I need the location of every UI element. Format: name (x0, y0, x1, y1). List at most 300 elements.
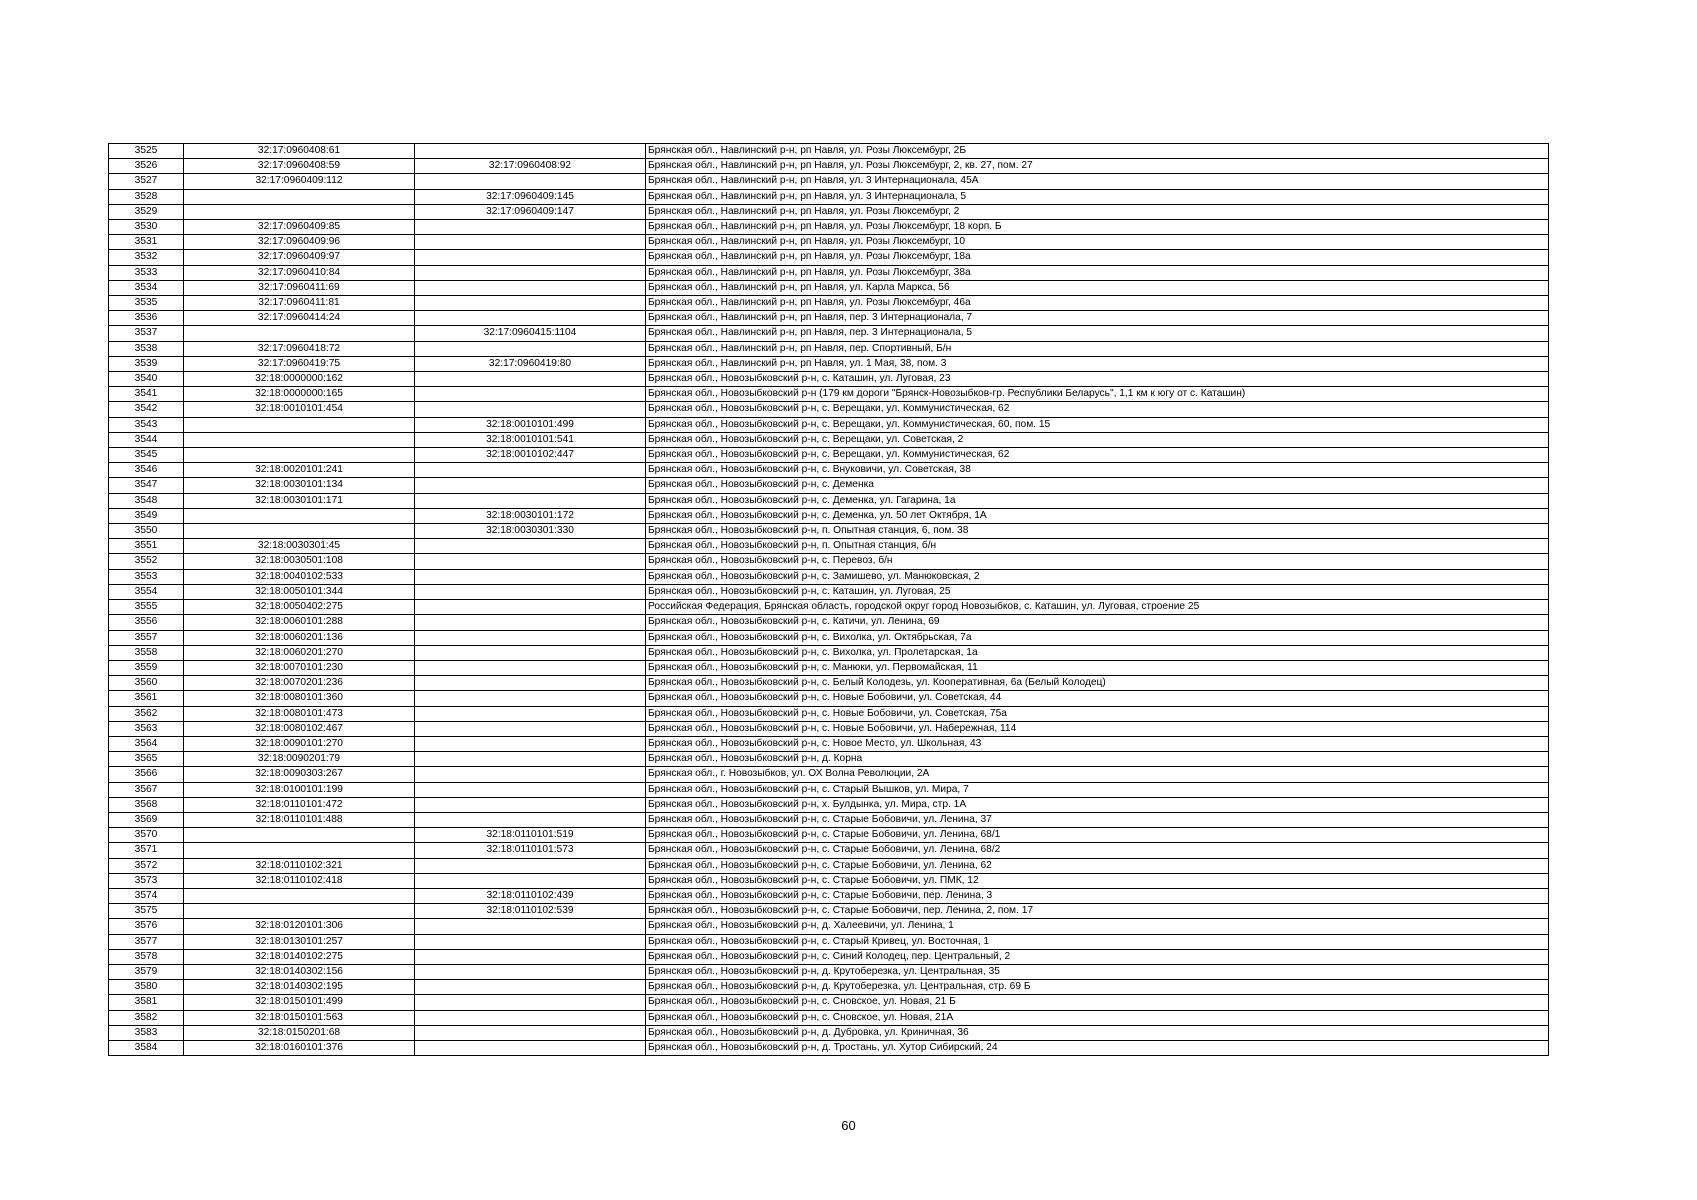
table-row (109, 326, 1549, 341)
cadastral-number-cell: 32:17:0960418:72 (184, 341, 415, 356)
cadastral-number-cell: 32:18:0150201:68 (184, 1025, 415, 1040)
address-cell: Брянская обл., Новозыбковский р-н, д. Тростань, ул. Хутор Сибирский, 24 (646, 1040, 1549, 1055)
table-row (109, 812, 1549, 827)
room-cadastral-number-cell (415, 949, 646, 964)
table-row (109, 782, 1549, 797)
table-row (109, 736, 1549, 751)
table-row (109, 767, 1549, 782)
registry-table-body (109, 144, 1549, 1056)
address-cell: Брянская обл., Навлинский р-н, рп Навля, ул. Розы Люксембург, 10 (646, 235, 1549, 250)
address-cell: Брянская обл., Новозыбковский р-н, с. Верещаки, ул. Советская, 2 (646, 432, 1549, 447)
cadastral-number-cell (184, 204, 415, 219)
room-cadastral-number-cell (415, 220, 646, 235)
room-cadastral-number-cell (415, 995, 646, 1010)
address-cell: Брянская обл., Новозыбковский р-н, с. Внуковичи, ул. Советская, 38 (646, 463, 1549, 478)
address-cell: Брянская обл., Навлинский р-н, рп Навля, ул. 1 Мая, 38, пом. 3 (646, 356, 1549, 371)
table-row (109, 250, 1549, 265)
row-number-cell: 3528 (109, 189, 184, 204)
table-row (109, 691, 1549, 706)
address-cell: Брянская обл., Новозыбковский р-н, с. Деменка, ул. 50 лет Октября, 1А (646, 508, 1549, 523)
row-number-cell: 3534 (109, 280, 184, 295)
cadastral-number-cell: 32:18:0040102:533 (184, 569, 415, 584)
cadastral-number-cell: 32:18:0140302:156 (184, 964, 415, 979)
cadastral-number-cell (184, 904, 415, 919)
table-row (109, 204, 1549, 219)
cadastral-number-cell: 32:18:0030301:45 (184, 539, 415, 554)
address-cell: Брянская обл., Новозыбковский р-н, п. Опытная станция, 6, пом. 38 (646, 524, 1549, 539)
table-row (109, 508, 1549, 523)
room-cadastral-number-cell (415, 676, 646, 691)
row-number-cell: 3544 (109, 432, 184, 447)
cadastral-number-cell: 32:18:0150101:563 (184, 1010, 415, 1025)
address-cell: Брянская обл., Новозыбковский р-н, с. Старый Кривец, ул. Восточная, 1 (646, 934, 1549, 949)
room-cadastral-number-cell: 32:17:0960419:80 (415, 356, 646, 371)
room-cadastral-number-cell (415, 372, 646, 387)
row-number-cell: 3532 (109, 250, 184, 265)
address-cell: Брянская обл., Навлинский р-н, рп Навля, пер. 3 Интернационала, 7 (646, 311, 1549, 326)
address-cell: Брянская обл., Новозыбковский р-н, с. Новые Бобовичи, ул. Советская, 75а (646, 706, 1549, 721)
room-cadastral-number-cell (415, 311, 646, 326)
cadastral-number-cell: 32:18:0140302:195 (184, 980, 415, 995)
table-row (109, 265, 1549, 280)
cadastral-number-cell: 32:17:0960411:69 (184, 280, 415, 295)
row-number-cell: 3568 (109, 797, 184, 812)
address-cell: Брянская обл., г. Новозыбков, ул. ОХ Волна Революции, 2А (646, 767, 1549, 782)
room-cadastral-number-cell (415, 767, 646, 782)
row-number-cell: 3549 (109, 508, 184, 523)
cadastral-number-cell (184, 189, 415, 204)
address-cell: Брянская обл., Новозыбковский р-н, с. Деменка, ул. Гагарина, 1а (646, 493, 1549, 508)
address-cell: Брянская обл., Новозыбковский р-н, с. Старые Бобовичи, пер. Ленина, 2, пом. 17 (646, 904, 1549, 919)
room-cadastral-number-cell (415, 493, 646, 508)
room-cadastral-number-cell (415, 782, 646, 797)
address-cell: Брянская обл., Новозыбковский р-н, с. Старый Вышков, ул. Мира, 7 (646, 782, 1549, 797)
row-number-cell: 3536 (109, 311, 184, 326)
room-cadastral-number-cell: 32:17:0960408:92 (415, 159, 646, 174)
cadastral-number-cell: 32:18:0110101:488 (184, 812, 415, 827)
address-cell: Брянская обл., Новозыбковский р-н, с. Каташин, ул. Луговая, 23 (646, 372, 1549, 387)
cadastral-number-cell: 32:17:0960409:85 (184, 220, 415, 235)
table-row (109, 478, 1549, 493)
room-cadastral-number-cell: 32:18:0110102:539 (415, 904, 646, 919)
address-cell: Брянская обл., Навлинский р-н, рп Навля, пер. 3 Интернационала, 5 (646, 326, 1549, 341)
row-number-cell: 3581 (109, 995, 184, 1010)
room-cadastral-number-cell: 32:18:0110101:519 (415, 828, 646, 843)
room-cadastral-number-cell: 32:18:0110101:573 (415, 843, 646, 858)
address-cell: Брянская обл., Новозыбковский р-н, с. Деменка (646, 478, 1549, 493)
row-number-cell: 3527 (109, 174, 184, 189)
table-row (109, 189, 1549, 204)
table-row (109, 539, 1549, 554)
address-cell: Брянская обл., Навлинский р-н, рп Навля, ул. 3 Интернационала, 45А (646, 174, 1549, 189)
cadastral-number-cell: 32:18:0060101:288 (184, 615, 415, 630)
table-row (109, 493, 1549, 508)
room-cadastral-number-cell (415, 812, 646, 827)
address-cell: Брянская обл., Новозыбковский р-н (179 км дороги "Брянск-Новозыбков-гр. Республики Беларусь", 1,1 км к югу от с. Каташин) (646, 387, 1549, 402)
room-cadastral-number-cell (415, 1025, 646, 1040)
room-cadastral-number-cell (415, 584, 646, 599)
cadastral-number-cell (184, 524, 415, 539)
room-cadastral-number-cell (415, 630, 646, 645)
address-cell: Брянская обл., Новозыбковский р-н, с. Старые Бобовичи, ул. Ленина, 68/2 (646, 843, 1549, 858)
cadastral-number-cell: 32:18:0000000:162 (184, 372, 415, 387)
row-number-cell: 3526 (109, 159, 184, 174)
address-cell: Брянская обл., Навлинский р-н, рп Навля, ул. Карла Маркса, 56 (646, 280, 1549, 295)
cadastral-number-cell: 32:18:0070101:230 (184, 660, 415, 675)
room-cadastral-number-cell (415, 235, 646, 250)
table-row (109, 144, 1549, 159)
table-row (109, 615, 1549, 630)
table-row (109, 280, 1549, 295)
table-row (109, 919, 1549, 934)
cadastral-number-cell (184, 326, 415, 341)
address-cell: Брянская обл., Новозыбковский р-н, с. Верещаки, ул. Коммунистическая, 60, пом. 15 (646, 417, 1549, 432)
address-cell: Брянская обл., Новозыбковский р-н, с. Перевоз, б/н (646, 554, 1549, 569)
address-cell: Брянская обл., Новозыбковский р-н, с. Вихолка, ул. Октябрьская, 7а (646, 630, 1549, 645)
address-cell: Брянская обл., Новозыбковский р-н, с. Сновское, ул. Новая, 21 Б (646, 995, 1549, 1010)
row-number-cell: 3579 (109, 964, 184, 979)
address-cell: Брянская обл., Новозыбковский р-н, с. Сновское, ул. Новая, 21А (646, 1010, 1549, 1025)
room-cadastral-number-cell: 32:18:0110102:439 (415, 888, 646, 903)
room-cadastral-number-cell (415, 387, 646, 402)
cadastral-number-cell: 32:18:0090201:79 (184, 752, 415, 767)
cadastral-number-cell: 32:17:0960408:61 (184, 144, 415, 159)
address-cell: Брянская обл., Новозыбковский р-н, с. Синий Колодец, пер. Центральный, 2 (646, 949, 1549, 964)
room-cadastral-number-cell: 32:18:0010102:447 (415, 448, 646, 463)
row-number-cell: 3580 (109, 980, 184, 995)
row-number-cell: 3572 (109, 858, 184, 873)
table-row (109, 174, 1549, 189)
table-row (109, 524, 1549, 539)
room-cadastral-number-cell: 32:18:0030301:330 (415, 524, 646, 539)
address-cell: Брянская обл., Новозыбковский р-н, с. Каташин, ул. Луговая, 25 (646, 584, 1549, 599)
room-cadastral-number-cell: 32:17:0960409:145 (415, 189, 646, 204)
address-cell: Брянская обл., Навлинский р-н, рп Навля, ул. 3 Интернационала, 5 (646, 189, 1549, 204)
table-row (109, 417, 1549, 432)
cadastral-number-cell: 32:18:0030101:171 (184, 493, 415, 508)
cadastral-number-cell: 32:17:0960409:112 (184, 174, 415, 189)
row-number-cell: 3535 (109, 296, 184, 311)
cadastral-number-cell: 32:18:0120101:306 (184, 919, 415, 934)
table-row (109, 858, 1549, 873)
row-number-cell: 3582 (109, 1010, 184, 1025)
row-number-cell: 3584 (109, 1040, 184, 1055)
table-row (109, 980, 1549, 995)
room-cadastral-number-cell (415, 402, 646, 417)
table-row (109, 645, 1549, 660)
room-cadastral-number-cell (415, 1040, 646, 1055)
table-row (109, 752, 1549, 767)
address-cell: Брянская обл., Новозыбковский р-н, с. Вихолка, ул. Пролетарская, 1а (646, 645, 1549, 660)
cadastral-number-cell: 32:18:0110101:472 (184, 797, 415, 812)
address-cell: Брянская обл., Навлинский р-н, рп Навля, ул. Розы Люксембург, 18а (646, 250, 1549, 265)
room-cadastral-number-cell (415, 478, 646, 493)
row-number-cell: 3571 (109, 843, 184, 858)
row-number-cell: 3565 (109, 752, 184, 767)
room-cadastral-number-cell (415, 250, 646, 265)
room-cadastral-number-cell (415, 858, 646, 873)
table-row (109, 372, 1549, 387)
room-cadastral-number-cell (415, 919, 646, 934)
address-cell: Брянская обл., Навлинский р-н, рп Навля, пер. Спортивный, Б/н (646, 341, 1549, 356)
address-cell: Российская Федерация, Брянская область, городской округ город Новозыбков, с. Каташин, ул. Луговая, строение 25 (646, 600, 1549, 615)
cadastral-number-cell: 32:18:0080101:473 (184, 706, 415, 721)
room-cadastral-number-cell (415, 691, 646, 706)
cadastral-number-cell: 32:18:0160101:376 (184, 1040, 415, 1055)
cadastral-number-cell: 32:17:0960409:96 (184, 235, 415, 250)
cadastral-number-cell: 32:18:0090101:270 (184, 736, 415, 751)
table-row (109, 235, 1549, 250)
cadastral-number-cell: 32:18:0060201:270 (184, 645, 415, 660)
cadastral-number-cell: 32:18:0110102:418 (184, 873, 415, 888)
address-cell: Брянская обл., Новозыбковский р-н, с. Замишево, ул. Манюковская, 2 (646, 569, 1549, 584)
row-number-cell: 3543 (109, 417, 184, 432)
room-cadastral-number-cell (415, 721, 646, 736)
row-number-cell: 3529 (109, 204, 184, 219)
cadastral-number-cell: 32:18:0070201:236 (184, 676, 415, 691)
room-cadastral-number-cell: 32:17:0960415:1104 (415, 326, 646, 341)
room-cadastral-number-cell (415, 1010, 646, 1025)
table-row (109, 888, 1549, 903)
cadastral-number-cell: 32:18:0050402:275 (184, 600, 415, 615)
room-cadastral-number-cell: 32:17:0960409:147 (415, 204, 646, 219)
room-cadastral-number-cell (415, 797, 646, 812)
cadastral-number-cell: 32:18:0020101:241 (184, 463, 415, 478)
address-cell: Брянская обл., Навлинский р-н, рп Навля, ул. Розы Люксембург, 2 (646, 204, 1549, 219)
table-row (109, 554, 1549, 569)
table-row (109, 721, 1549, 736)
table-row (109, 949, 1549, 964)
address-cell: Брянская обл., Новозыбковский р-н, с. Старые Бобовичи, ул. Ленина, 62 (646, 858, 1549, 873)
row-number-cell: 3557 (109, 630, 184, 645)
row-number-cell: 3542 (109, 402, 184, 417)
room-cadastral-number-cell: 32:18:0010101:499 (415, 417, 646, 432)
room-cadastral-number-cell (415, 736, 646, 751)
row-number-cell: 3563 (109, 721, 184, 736)
address-cell: Брянская обл., Навлинский р-н, рп Навля, ул. Розы Люксембург, 38а (646, 265, 1549, 280)
row-number-cell: 3554 (109, 584, 184, 599)
row-number-cell: 3545 (109, 448, 184, 463)
table-row (109, 1040, 1549, 1055)
table-row (109, 630, 1549, 645)
row-number-cell: 3577 (109, 934, 184, 949)
address-cell: Брянская обл., Новозыбковский р-н, д. Корна (646, 752, 1549, 767)
room-cadastral-number-cell: 32:18:0010101:541 (415, 432, 646, 447)
table-row (109, 904, 1549, 919)
table-row (109, 356, 1549, 371)
row-number-cell: 3564 (109, 736, 184, 751)
address-cell: Брянская обл., Новозыбковский р-н, с. Верещаки, ул. Коммунистическая, 62 (646, 402, 1549, 417)
room-cadastral-number-cell (415, 554, 646, 569)
table-row (109, 600, 1549, 615)
row-number-cell: 3567 (109, 782, 184, 797)
address-cell: Брянская обл., Новозыбковский р-н, д. Халеевичи, ул. Ленина, 1 (646, 919, 1549, 934)
room-cadastral-number-cell (415, 980, 646, 995)
address-cell: Брянская обл., Новозыбковский р-н, п. Опытная станция, б/н (646, 539, 1549, 554)
cadastral-number-cell: 32:18:0100101:199 (184, 782, 415, 797)
row-number-cell: 3556 (109, 615, 184, 630)
row-number-cell: 3547 (109, 478, 184, 493)
cadastral-number-cell: 32:17:0960411:81 (184, 296, 415, 311)
room-cadastral-number-cell (415, 615, 646, 630)
address-cell: Брянская обл., Навлинский р-н, рп Навля, ул. Розы Люксембург, 46а (646, 296, 1549, 311)
row-number-cell: 3541 (109, 387, 184, 402)
address-cell: Брянская обл., Навлинский р-н, рп Навля, ул. Розы Люксембург, 18 корп. Б (646, 220, 1549, 235)
table-row (109, 402, 1549, 417)
room-cadastral-number-cell (415, 600, 646, 615)
address-cell: Брянская обл., Новозыбковский р-н, д. Дубровка, ул. Криничная, 36 (646, 1025, 1549, 1040)
address-cell: Брянская обл., Новозыбковский р-н, д. Крутоберезка, ул. Центральная, 35 (646, 964, 1549, 979)
address-cell: Брянская обл., Новозыбковский р-н, с. Белый Колодезь, ул. Кооперативная, 6а (Белый Колодец) (646, 676, 1549, 691)
table-row (109, 311, 1549, 326)
row-number-cell: 3533 (109, 265, 184, 280)
cadastral-number-cell: 32:18:0050101:344 (184, 584, 415, 599)
cadastral-number-cell: 32:18:0030501:108 (184, 554, 415, 569)
table-row (109, 676, 1549, 691)
row-number-cell: 3583 (109, 1025, 184, 1040)
cadastral-number-cell: 32:18:0110102:321 (184, 858, 415, 873)
row-number-cell: 3561 (109, 691, 184, 706)
room-cadastral-number-cell (415, 341, 646, 356)
table-row (109, 873, 1549, 888)
table-row (109, 341, 1549, 356)
cadastral-number-cell: 32:18:0140102:275 (184, 949, 415, 964)
row-number-cell: 3569 (109, 812, 184, 827)
room-cadastral-number-cell (415, 463, 646, 478)
row-number-cell: 3578 (109, 949, 184, 964)
cadastral-number-cell: 32:18:0090303:267 (184, 767, 415, 782)
room-cadastral-number-cell (415, 873, 646, 888)
cadastral-number-cell: 32:17:0960408:59 (184, 159, 415, 174)
row-number-cell: 3562 (109, 706, 184, 721)
page-number: 60 (841, 1118, 856, 1133)
cadastral-number-cell: 32:18:0010101:454 (184, 402, 415, 417)
row-number-cell: 3551 (109, 539, 184, 554)
row-number-cell: 3574 (109, 888, 184, 903)
table-row (109, 706, 1549, 721)
table-row (109, 660, 1549, 675)
address-cell: Брянская обл., Новозыбковский р-н, д. Крутоберезка, ул. Центральная, стр. 69 Б (646, 980, 1549, 995)
address-cell: Брянская обл., Новозыбковский р-н, с. Старые Бобовичи, ул. Ленина, 37 (646, 812, 1549, 827)
room-cadastral-number-cell: 32:18:0030101:172 (415, 508, 646, 523)
cadastral-number-cell (184, 432, 415, 447)
room-cadastral-number-cell (415, 706, 646, 721)
cadastral-number-cell: 32:18:0060201:136 (184, 630, 415, 645)
row-number-cell: 3548 (109, 493, 184, 508)
room-cadastral-number-cell (415, 296, 646, 311)
row-number-cell: 3525 (109, 144, 184, 159)
row-number-cell: 3558 (109, 645, 184, 660)
table-row (109, 448, 1549, 463)
table-row (109, 463, 1549, 478)
table-row (109, 296, 1549, 311)
cadastral-number-cell: 32:17:0960409:97 (184, 250, 415, 265)
row-number-cell: 3575 (109, 904, 184, 919)
row-number-cell: 3573 (109, 873, 184, 888)
address-cell: Брянская обл., Новозыбковский р-н, с. Старые Бобовичи, ул. ПМК, 12 (646, 873, 1549, 888)
address-cell: Брянская обл., Новозыбковский р-н, с. Новые Бобовичи, ул. Набережная, 114 (646, 721, 1549, 736)
address-cell: Брянская обл., Новозыбковский р-н, х. Булдынка, ул. Мира, стр. 1А (646, 797, 1549, 812)
table-row (109, 432, 1549, 447)
cadastral-number-cell (184, 843, 415, 858)
address-cell: Брянская обл., Новозыбковский р-н, с. Катичи, ул. Ленина, 69 (646, 615, 1549, 630)
cadastral-number-cell: 32:17:0960410:84 (184, 265, 415, 280)
room-cadastral-number-cell (415, 569, 646, 584)
table-row (109, 964, 1549, 979)
cadastral-number-cell: 32:18:0000000:165 (184, 387, 415, 402)
room-cadastral-number-cell (415, 645, 646, 660)
row-number-cell: 3537 (109, 326, 184, 341)
row-number-cell: 3530 (109, 220, 184, 235)
room-cadastral-number-cell (415, 280, 646, 295)
room-cadastral-number-cell (415, 660, 646, 675)
room-cadastral-number-cell (415, 174, 646, 189)
room-cadastral-number-cell (415, 934, 646, 949)
cadastral-number-cell (184, 828, 415, 843)
address-cell: Брянская обл., Новозыбковский р-н, с. Манюки, ул. Первомайская, 11 (646, 660, 1549, 675)
cadastral-number-cell: 32:18:0080102:467 (184, 721, 415, 736)
row-number-cell: 3546 (109, 463, 184, 478)
row-number-cell: 3550 (109, 524, 184, 539)
cadastral-number-cell: 32:18:0080101:360 (184, 691, 415, 706)
row-number-cell: 3566 (109, 767, 184, 782)
cadastral-number-cell (184, 508, 415, 523)
table-row (109, 584, 1549, 599)
room-cadastral-number-cell (415, 752, 646, 767)
table-row (109, 995, 1549, 1010)
address-cell: Брянская обл., Новозыбковский р-н, с. Верещаки, ул. Коммунистическая, 62 (646, 448, 1549, 463)
address-cell: Брянская обл., Новозыбковский р-н, с. Старые Бобовичи, пер. Ленина, 3 (646, 888, 1549, 903)
row-number-cell: 3531 (109, 235, 184, 250)
address-cell: Брянская обл., Новозыбковский р-н, с. Новые Бобовичи, ул. Советская, 44 (646, 691, 1549, 706)
cadastral-number-cell: 32:17:0960419:75 (184, 356, 415, 371)
cadastral-number-cell: 32:17:0960414:24 (184, 311, 415, 326)
address-cell: Брянская обл., Новозыбковский р-н, с. Новое Место, ул. Школьная, 43 (646, 736, 1549, 751)
cadastral-number-cell: 32:18:0030101:134 (184, 478, 415, 493)
address-cell: Брянская обл., Навлинский р-н, рп Навля, ул. Розы Люксембург, 2, кв. 27, пом. 27 (646, 159, 1549, 174)
cadastral-number-cell (184, 417, 415, 432)
row-number-cell: 3538 (109, 341, 184, 356)
row-number-cell: 3560 (109, 676, 184, 691)
table-row (109, 159, 1549, 174)
address-cell: Брянская обл., Навлинский р-н, рп Навля, ул. Розы Люксембург, 2Б (646, 144, 1549, 159)
room-cadastral-number-cell (415, 265, 646, 280)
cadastral-number-cell (184, 888, 415, 903)
table-row (109, 387, 1549, 402)
row-number-cell: 3555 (109, 600, 184, 615)
row-number-cell: 3576 (109, 919, 184, 934)
table-row (109, 1010, 1549, 1025)
row-number-cell: 3552 (109, 554, 184, 569)
table-row (109, 797, 1549, 812)
row-number-cell: 3559 (109, 660, 184, 675)
address-cell: Брянская обл., Новозыбковский р-н, с. Старые Бобовичи, ул. Ленина, 68/1 (646, 828, 1549, 843)
room-cadastral-number-cell (415, 964, 646, 979)
row-number-cell: 3539 (109, 356, 184, 371)
row-number-cell: 3570 (109, 828, 184, 843)
cadastral-number-cell: 32:18:0130101:257 (184, 934, 415, 949)
table-row (109, 934, 1549, 949)
cadastral-number-cell (184, 448, 415, 463)
table-row (109, 843, 1549, 858)
table-row (109, 828, 1549, 843)
room-cadastral-number-cell (415, 539, 646, 554)
table-row (109, 569, 1549, 584)
row-number-cell: 3553 (109, 569, 184, 584)
table-row (109, 1025, 1549, 1040)
table-row (109, 220, 1549, 235)
row-number-cell: 3540 (109, 372, 184, 387)
